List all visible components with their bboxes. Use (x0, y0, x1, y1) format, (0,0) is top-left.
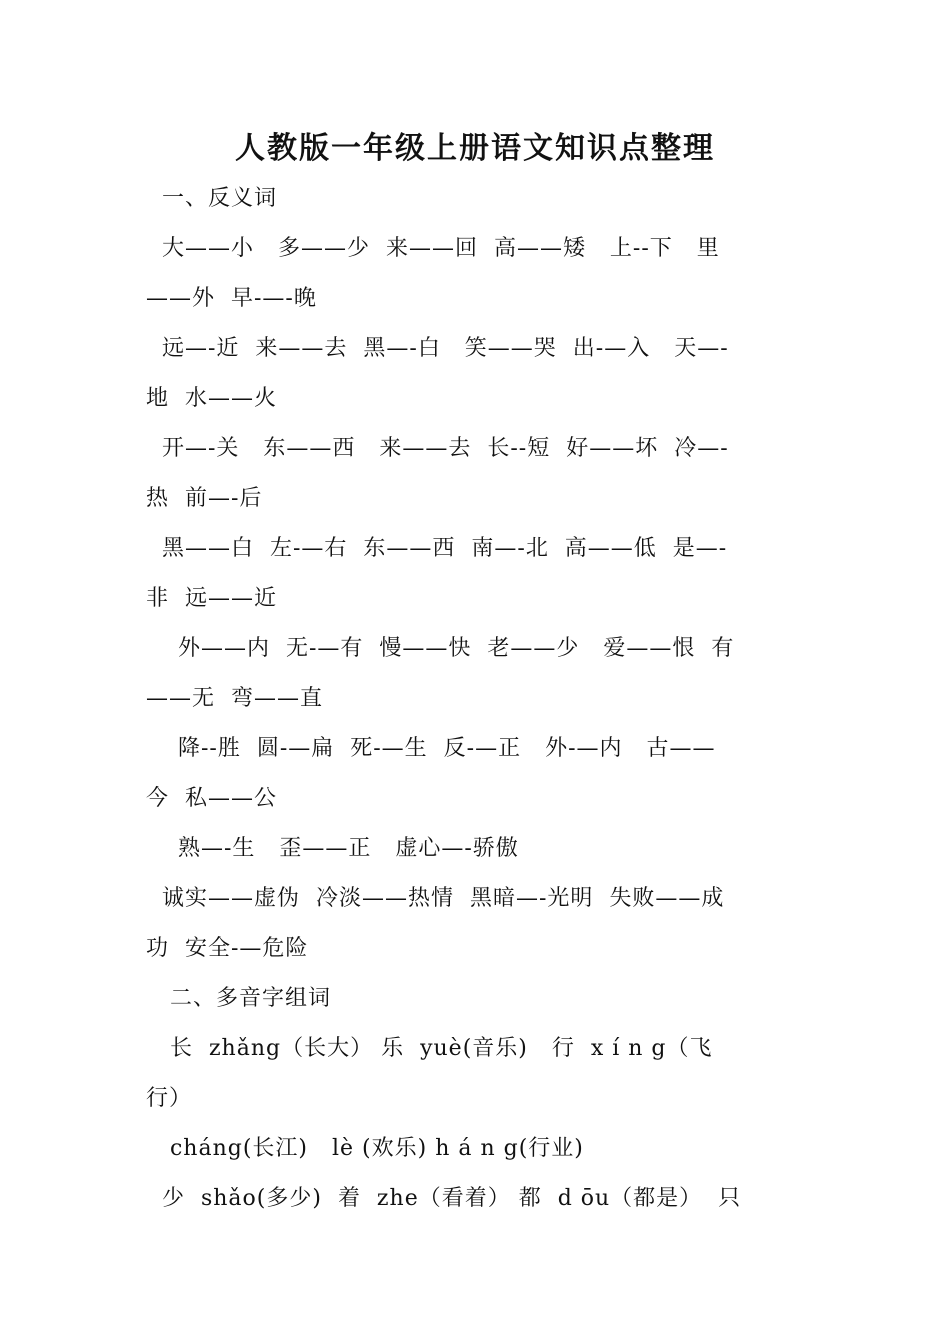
section-heading-polyphones: 二、多音字组词 (146, 986, 331, 1011)
text-line: ——无 弯——直 (146, 686, 323, 711)
text-line: 地 水——火 (146, 386, 277, 411)
text-line: 远—-近 来——去 黑—-白 笑——哭 出-—入 天—- (146, 336, 729, 361)
page-title: 人教版一年级上册语文知识点整理 (235, 131, 715, 166)
text-line: cháng(长江) lè (欢乐) h á n g(行业) (146, 1136, 584, 1161)
text-line: 少 shǎo(多少) 着 zhe（看着） 都 d ōu（都是） 只 (146, 1186, 742, 1211)
text-line: 诚实——虚伪 冷淡——热情 黑暗—-光明 失败——成 (146, 886, 725, 911)
text-line: 长 zhǎng（长大） 乐 yuè(音乐) 行 x í n g（飞 (146, 1036, 713, 1061)
text-line: 大——小 多——少 来——回 高——矮 上--下 里 (146, 236, 720, 261)
text-line: 开—-关 东——西 来——去 长--短 好——坏 冷—- (146, 436, 729, 461)
text-line: 功 安全-—危险 (146, 936, 309, 961)
text-line: 热 前—-后 (146, 486, 263, 511)
text-line: 非 远——近 (146, 586, 277, 611)
text-line: 外——内 无-—有 慢——快 老——少 爱——恨 有 (146, 636, 735, 661)
text-line: ——外 早-—-晚 (146, 286, 317, 311)
section-heading-antonyms: 一、反义词 (146, 186, 277, 211)
text-line: 熟—-生 歪——正 虚心—-骄傲 (146, 836, 519, 861)
text-line: 行） (146, 1086, 193, 1111)
text-line: 今 私——公 (146, 786, 277, 811)
text-line: 降--胜 圆-—扁 死-—生 反-—正 外-—内 古—— (146, 736, 716, 761)
text-line: 黑——白 左-—右 东——西 南—-北 高——低 是—- (146, 536, 728, 561)
